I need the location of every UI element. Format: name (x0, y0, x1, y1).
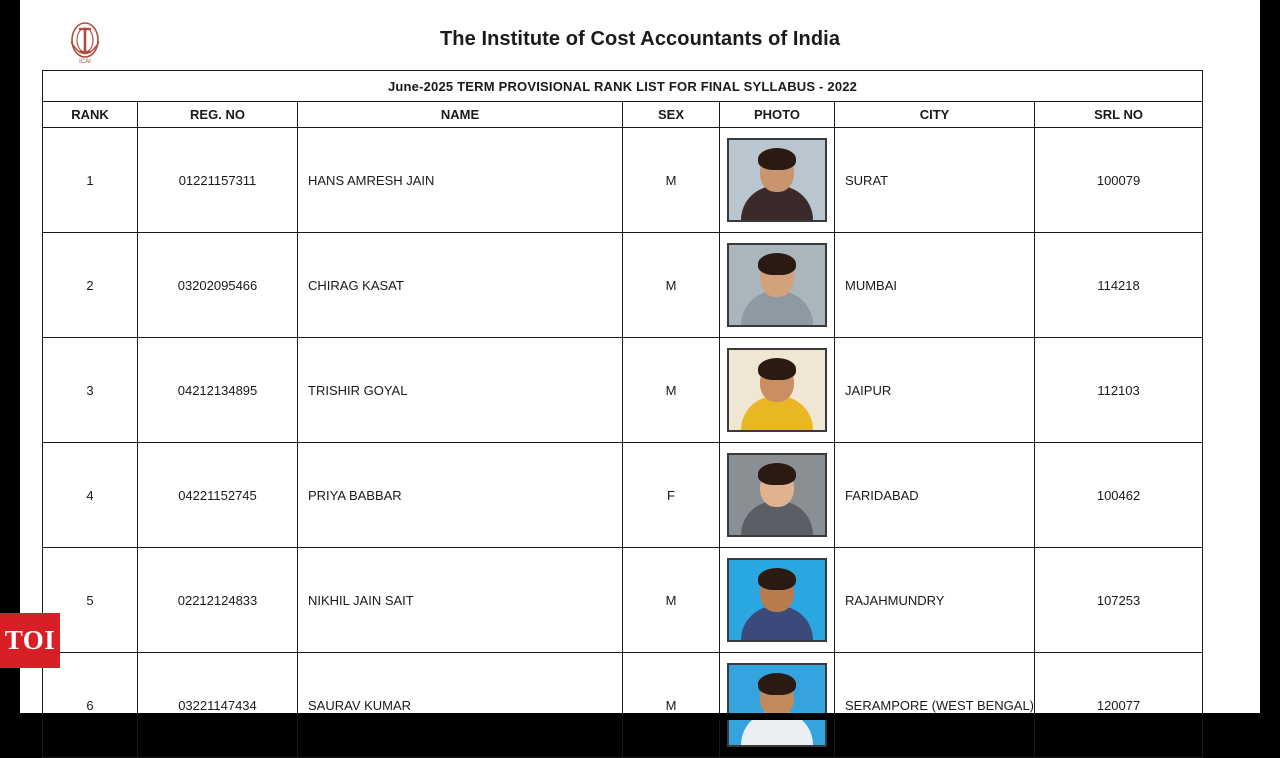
cell-reg-no: 04221152745 (138, 443, 298, 548)
document-page (20, 0, 1260, 720)
table-row (43, 548, 1203, 653)
cell-photo (720, 653, 835, 758)
cell-photo (720, 233, 835, 338)
table-title-row (43, 71, 1203, 102)
cell-reg-no: 01221157311 (138, 128, 298, 233)
cell-srl-no: 107253 (1035, 548, 1203, 653)
column-header-srl-no: SRL NO (1035, 102, 1203, 128)
cell-reg-no: 03221147434 (138, 653, 298, 758)
column-header-city: CITY (835, 102, 1035, 128)
rank-list-table (42, 70, 1203, 758)
table-row (43, 338, 1203, 443)
column-header-sex: SEX (623, 102, 720, 128)
candidate-photo (727, 663, 827, 747)
cell-photo (720, 128, 835, 233)
cell-photo (720, 548, 835, 653)
cell-rank: 3 (43, 338, 138, 443)
cell-name: HANS AMRESH JAIN (298, 128, 623, 233)
cell-rank: 5 (43, 548, 138, 653)
cell-name: SAURAV KUMAR (298, 653, 623, 758)
cell-sex: M (623, 128, 720, 233)
photo-hair (758, 358, 796, 380)
document-header (20, 0, 1260, 72)
cell-reg-no: 03202095466 (138, 233, 298, 338)
cell-srl-no: 114218 (1035, 233, 1203, 338)
bottom-mask (0, 713, 1280, 720)
rank-list-title: June-2025 TERM PROVISIONAL RANK LIST FOR FINAL SYLLABUS - 2022 (43, 71, 1203, 102)
cell-sex: M (623, 653, 720, 758)
cell-name: PRIYA BABBAR (298, 443, 623, 548)
cell-srl-no: 100079 (1035, 128, 1203, 233)
candidate-photo (727, 348, 827, 432)
candidate-photo (727, 138, 827, 222)
photo-hair (758, 673, 796, 695)
cell-srl-no: 100462 (1035, 443, 1203, 548)
photo-hair (758, 568, 796, 590)
toi-watermark: TOI (0, 613, 60, 668)
cell-city: RAJAHMUNDRY (835, 548, 1035, 653)
cell-rank: 4 (43, 443, 138, 548)
table-row (43, 233, 1203, 338)
cell-rank: 6 (43, 653, 138, 758)
cell-reg-no: 02212124833 (138, 548, 298, 653)
photo-hair (758, 463, 796, 485)
photo-hair (758, 148, 796, 170)
candidate-photo (727, 243, 827, 327)
column-header-reg-no: REG. NO (138, 102, 298, 128)
cell-rank: 2 (43, 233, 138, 338)
cell-name: NIKHIL JAIN SAIT (298, 548, 623, 653)
cell-city: SERAMPORE (WEST BENGAL) (835, 653, 1035, 758)
table-row (43, 443, 1203, 548)
rank-list-table-container (42, 70, 1202, 758)
cell-city: MUMBAI (835, 233, 1035, 338)
cell-name: CHIRAG KASAT (298, 233, 623, 338)
column-header-photo: PHOTO (720, 102, 835, 128)
cell-srl-no: 112103 (1035, 338, 1203, 443)
cell-photo (720, 338, 835, 443)
cell-srl-no: 120077 (1035, 653, 1203, 758)
cell-sex: M (623, 233, 720, 338)
table-header-row (43, 102, 1203, 128)
cell-sex: M (623, 338, 720, 443)
table-row (43, 653, 1203, 758)
cell-sex: F (623, 443, 720, 548)
cell-city: FARIDABAD (835, 443, 1035, 548)
cell-rank: 1 (43, 128, 138, 233)
photo-hair (758, 253, 796, 275)
cell-city: JAIPUR (835, 338, 1035, 443)
candidate-photo (727, 453, 827, 537)
cell-photo (720, 443, 835, 548)
organization-title: The Institute of Cost Accountants of India (439, 28, 841, 50)
candidate-photo (727, 558, 827, 642)
cell-city: SURAT (835, 128, 1035, 233)
cell-sex: M (623, 548, 720, 653)
cell-reg-no: 04212134895 (138, 338, 298, 443)
svg-text:ICAI: ICAI (79, 59, 91, 65)
table-row (43, 128, 1203, 233)
column-header-rank: RANK (43, 102, 138, 128)
column-header-name: NAME (298, 102, 623, 128)
cell-name: TRISHIR GOYAL (298, 338, 623, 443)
